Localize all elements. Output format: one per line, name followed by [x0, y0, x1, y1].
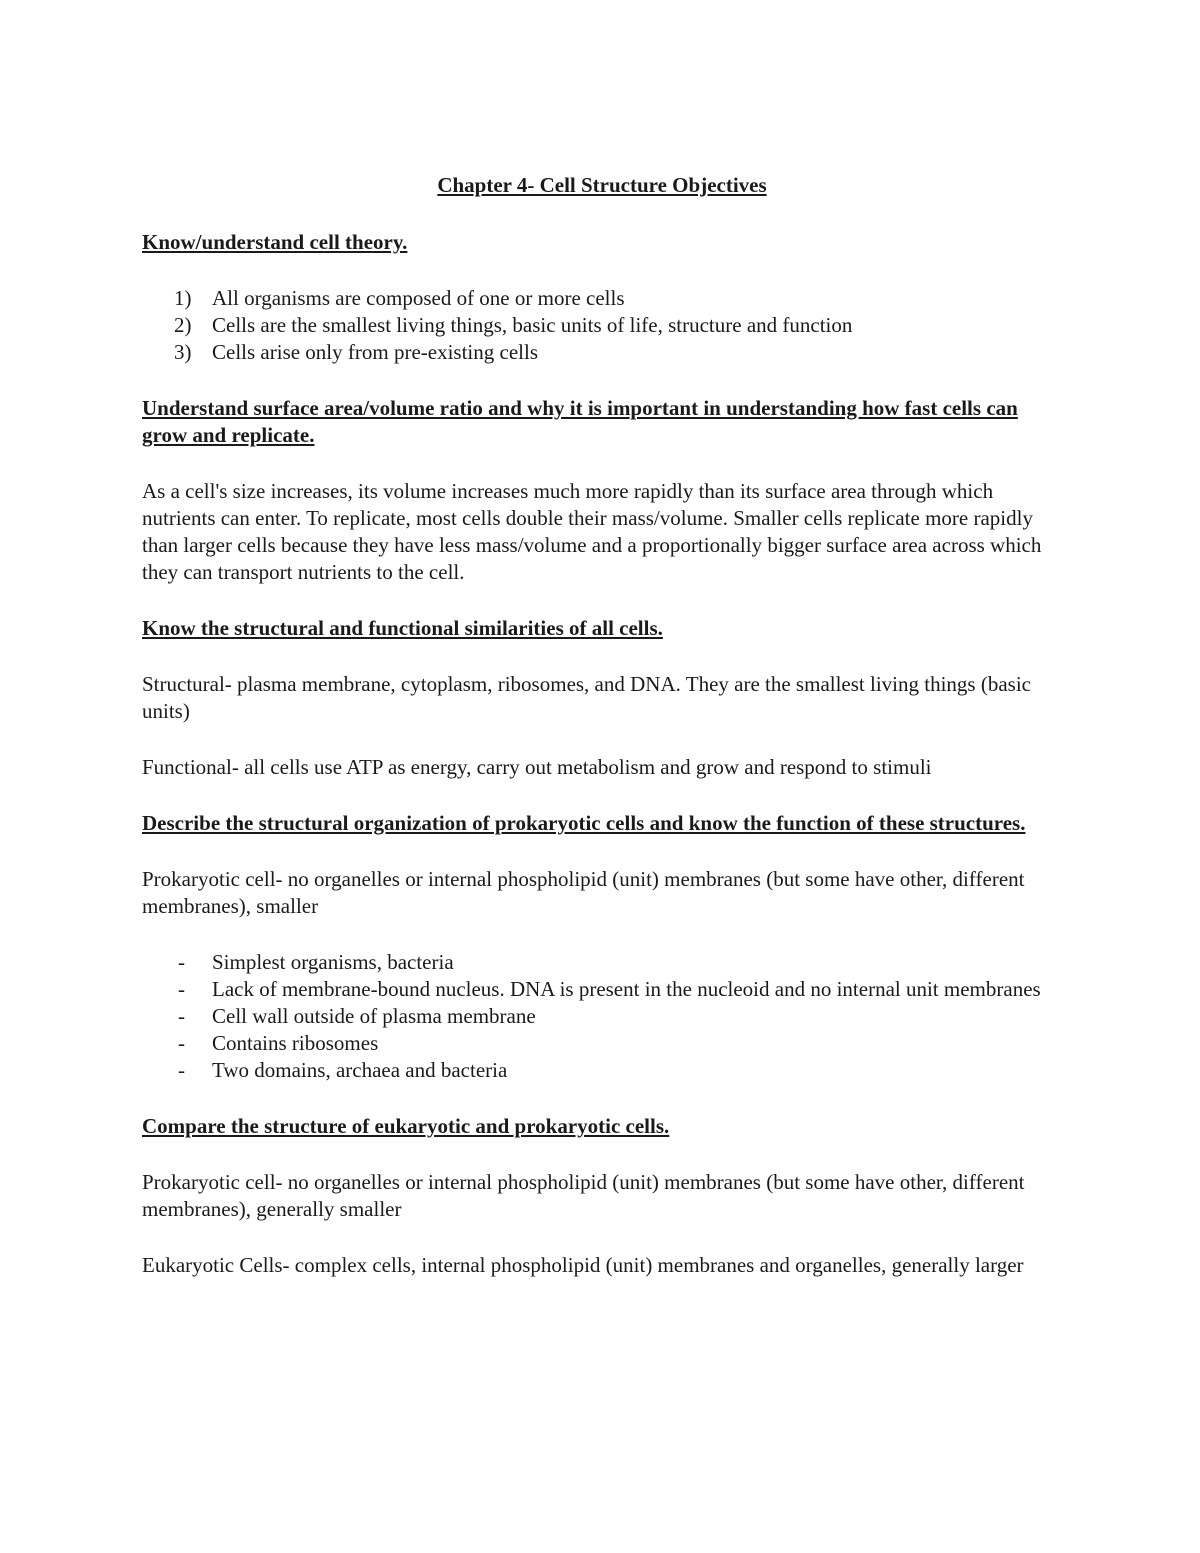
list-item-text: Simplest organisms, bacteria [212, 950, 454, 974]
list-item-text: Two domains, archaea and bacteria [212, 1058, 508, 1082]
list-item [142, 1057, 1062, 1084]
compare-eukaryotic-paragraph: Eukaryotic Cells- complex cells, internal phospholipid (unit) membranes and organelles, generally larger [142, 1253, 1024, 1277]
list-marker: - [178, 1031, 185, 1055]
list-item [142, 976, 1062, 1003]
page-title: Chapter 4- Cell Structure Objectives [437, 173, 767, 197]
list-marker: - [178, 1004, 185, 1028]
list-marker: - [178, 950, 185, 974]
list-item [142, 339, 1062, 366]
list-item [142, 1030, 1062, 1057]
list-marker: 3) [174, 340, 192, 364]
list-item-text: Cells arise only from pre-existing cells [212, 340, 539, 364]
list-item-text: Contains ribosomes [212, 1031, 379, 1055]
list-item-text: Cells are the smallest living things, basic units of life, structure and function [212, 313, 853, 337]
list-item-text: Cell wall outside of plasma membrane [212, 1004, 536, 1028]
prokaryotic-list [142, 949, 1062, 1084]
list-item-text: Lack of membrane-bound nucleus. DNA is present in the nucleoid and no internal unit membranes [212, 977, 1041, 1001]
list-marker: 1) [174, 286, 192, 310]
surface-area-paragraph: As a cell's size increases, its volume increases much more rapidly than its surface area through which nutrients can enter. To replicate, most cells double their mass/volume. Smaller cells replicate more rapidly than larger cells because they have less mass/volume and a proportionally bigger surface area across which they can transport nutrients to the cell. [142, 479, 1042, 584]
document-page [142, 172, 1062, 1308]
cell-theory-list [142, 285, 1062, 366]
list-item-text: All organisms are composed of one or more cells [212, 286, 625, 310]
list-marker: - [178, 977, 185, 1001]
list-item [142, 1003, 1062, 1030]
list-item [142, 949, 1062, 976]
heading-prokaryotic: Describe the structural organization of prokaryotic cells and know the function of these structures. [142, 811, 1026, 835]
heading-cell-theory: Know/understand cell theory. [142, 230, 408, 254]
heading-surface-area: Understand surface area/volume ratio and why it is important in understanding how fast cells can grow and replicate. [142, 396, 1018, 447]
prokaryotic-paragraph: Prokaryotic cell- no organelles or internal phospholipid (unit) membranes (but some have other, different membranes), smaller [142, 867, 1025, 918]
heading-compare: Compare the structure of eukaryotic and prokaryotic cells. [142, 1114, 670, 1138]
list-item [142, 312, 1062, 339]
heading-similarities: Know the structural and functional similarities of all cells. [142, 616, 663, 640]
functional-paragraph: Functional- all cells use ATP as energy, carry out metabolism and grow and respond to stimuli [142, 755, 932, 779]
list-item [142, 285, 1062, 312]
structural-paragraph: Structural- plasma membrane, cytoplasm, ribosomes, and DNA. They are the smallest living things (basic units) [142, 672, 1031, 723]
list-marker: - [178, 1058, 185, 1082]
compare-prokaryotic-paragraph: Prokaryotic cell- no organelles or internal phospholipid (unit) membranes (but some have other, different membranes), generally smaller [142, 1170, 1025, 1221]
list-marker: 2) [174, 313, 192, 337]
